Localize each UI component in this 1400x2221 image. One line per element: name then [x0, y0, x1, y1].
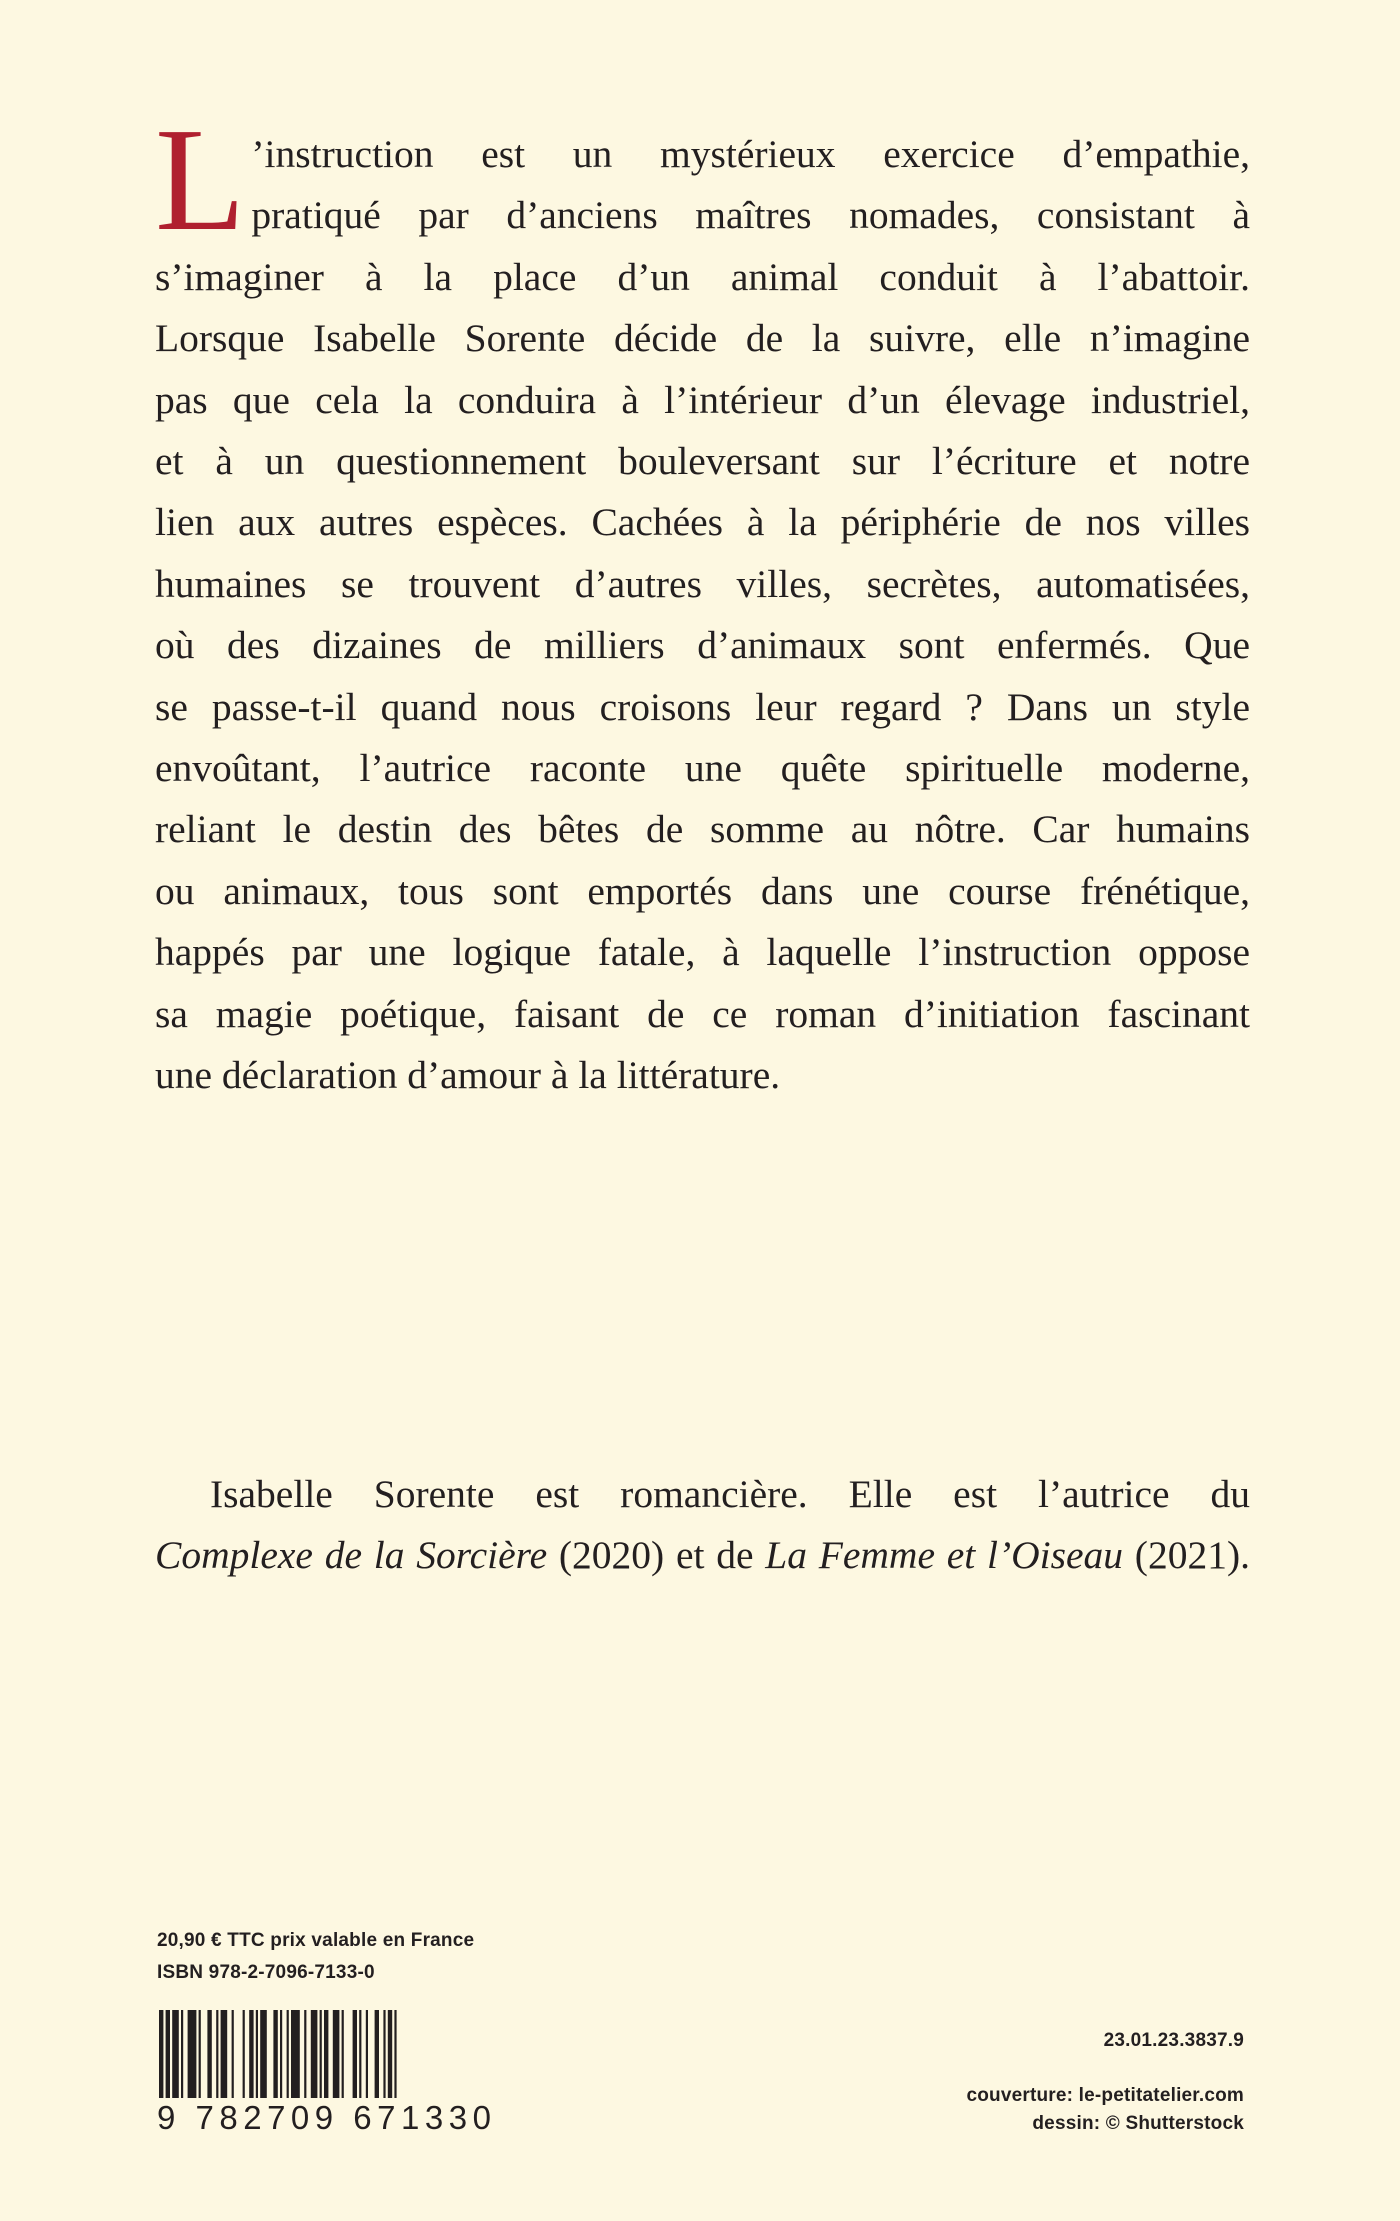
isbn-label: ISBN 978-2-7096-7133-0 — [157, 1962, 375, 1983]
blurb-line: humaines se trouvent d’autres villes, secrètes, automatisées, — [155, 561, 1250, 606]
drawing-credit: dessin: © Shutterstock — [1032, 2113, 1244, 2134]
blurb-line: et à un questionnement bouleversant sur l’écriture et notre — [155, 439, 1250, 484]
blurb-line: envoûtant, l’autrice raconte une quête spirituelle moderne, — [155, 746, 1250, 791]
blurb-line: ou animaux, tous sont emportés dans une course frénétique, — [155, 868, 1250, 913]
price-label: 20,90 € TTC prix valable en France — [157, 1930, 475, 1951]
blurb-line: happés par une logique fatale, à laquelle l’instruction oppose — [155, 930, 1250, 975]
blurb-line: où des dizaines de milliers d’animaux sont enfermés. Que — [155, 623, 1250, 668]
drop-cap: L — [155, 98, 246, 262]
cover-credit: couverture: le-petitatelier.com — [966, 2085, 1244, 2106]
blurb-line: s’imaginer à la place d’un animal conduit à l’abattoir. — [155, 254, 1250, 299]
blurb-line: une déclaration d’amour à la littérature. — [155, 1053, 781, 1098]
blurb-lead — [155, 98, 1250, 262]
book-year: (2020) et de — [547, 1533, 766, 1578]
author-bio-line — [155, 1525, 1250, 1586]
book-title: Complexe de la Sorcière — [155, 1533, 548, 1578]
author-bio — [155, 1464, 1250, 1587]
blurb-line: pratiqué par d’anciens maîtres nomades, consistant à — [251, 193, 1250, 238]
blurb-line: pas que cela la conduira à l’intérieur d’un élevage industriel, — [155, 377, 1250, 422]
author-bio-line: Isabelle Sorente est romancière. Elle est l’autrice du — [210, 1472, 1250, 1516]
blurb-line: reliant le destin des bêtes de somme au nôtre. Car humains — [155, 807, 1250, 852]
blurb-line: sa magie poétique, faisant de ce roman d’initiation fascinant — [155, 991, 1250, 1036]
book-title: La Femme et l’Oiseau — [765, 1533, 1124, 1578]
blurb-line: lien aux autres espèces. Cachées à la périphérie de nos villes — [155, 500, 1250, 545]
barcode-digits: 9 782709 671330 — [157, 2099, 497, 2136]
blurb-line: ’instruction est un mystérieux exercice d’empathie, — [251, 132, 1250, 176]
book-year: (2021). — [1123, 1533, 1250, 1578]
blurb-line: se passe-t-il quand nous croisons leur regard ? Dans un style — [155, 684, 1250, 729]
blurb-paragraph — [155, 98, 1250, 1107]
blurb-line: Lorsque Isabelle Sorente décide de la suivre, elle n’imagine — [155, 316, 1250, 361]
reference-code: 23.01.23.3837.9 — [1103, 2030, 1244, 2051]
